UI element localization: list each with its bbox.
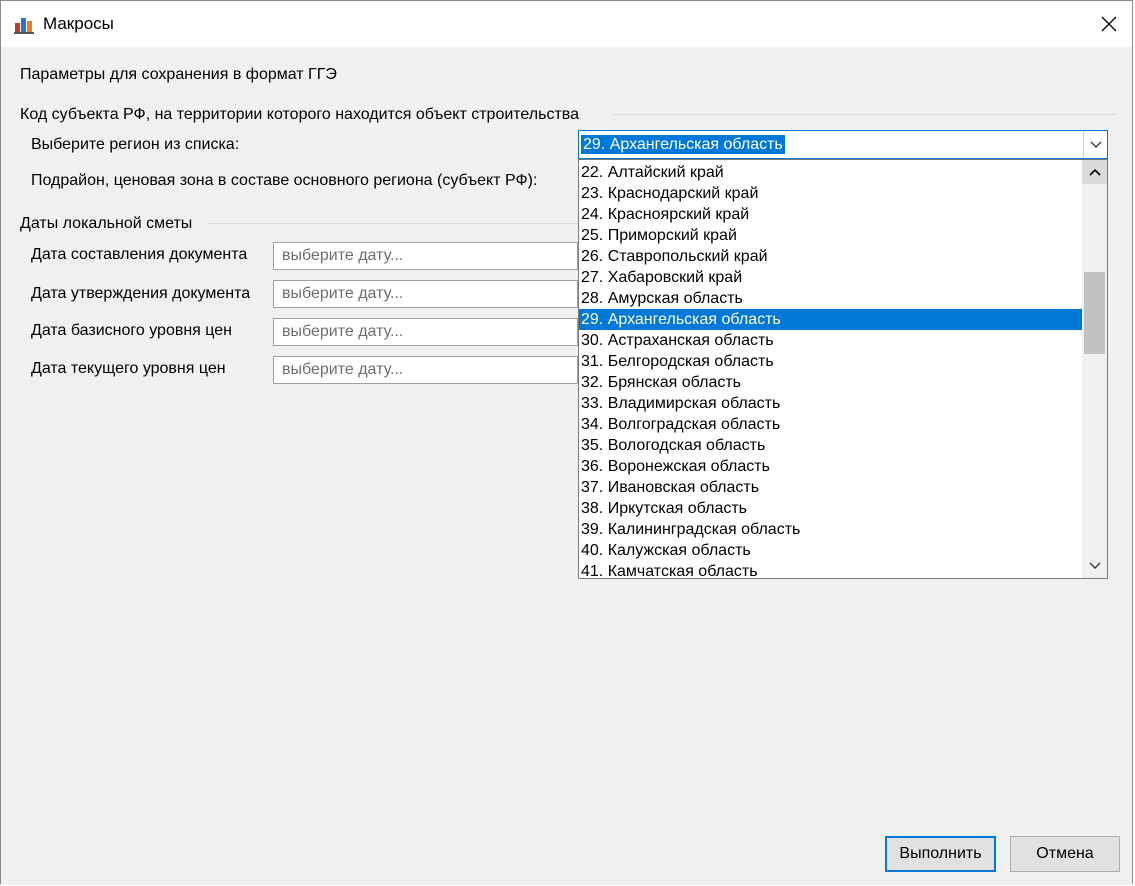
- region-option[interactable]: 33. Владимирская область: [581, 395, 781, 412]
- region-option[interactable]: 32. Брянская область: [581, 374, 742, 391]
- region-option[interactable]: 26. Ставропольский край: [581, 248, 768, 265]
- page-heading: Параметры для сохранения в формат ГГЭ: [20, 66, 337, 83]
- region-option[interactable]: 22. Алтайский край: [581, 164, 724, 181]
- subregion-label: Подрайон, ценовая зона в составе основного региона (субъект РФ):: [31, 172, 538, 189]
- title-bar: [1, 1, 1132, 47]
- date-input-approved[interactable]: выберите дату...: [273, 280, 578, 308]
- region-option[interactable]: 30. Астраханская область: [581, 332, 774, 349]
- dates-group-title: Даты локальной сметы: [20, 215, 193, 232]
- date-input-base-price[interactable]: выберите дату...: [273, 318, 578, 346]
- date-label-approved: Дата утверждения документа: [31, 285, 251, 302]
- date-input-compiled[interactable]: выберите дату...: [273, 242, 578, 270]
- close-button[interactable]: [1086, 1, 1132, 47]
- region-option[interactable]: 39. Калининградская область: [581, 521, 801, 538]
- scroll-down-button[interactable]: [1082, 554, 1107, 578]
- region-option[interactable]: 29. Архангельская область: [579, 309, 1082, 330]
- date-label-base-price: Дата базисного уровня цен: [31, 322, 233, 339]
- date-input-current-price[interactable]: выберите дату...: [273, 356, 578, 384]
- scroll-down-icon: [1089, 562, 1101, 570]
- region-option[interactable]: 35. Вологодская область: [581, 437, 766, 454]
- region-option[interactable]: 37. Ивановская область: [581, 479, 760, 496]
- date-label-current-price: Дата текущего уровня цен: [31, 360, 226, 377]
- region-option[interactable]: 28. Амурская область: [581, 290, 743, 307]
- region-option[interactable]: 36. Воронежская область: [581, 458, 770, 475]
- dialog-content: [1, 47, 1132, 885]
- app-icon: [13, 13, 35, 35]
- chevron-down-icon: [1090, 141, 1102, 149]
- region-option[interactable]: 27. Хабаровский край: [581, 269, 743, 286]
- region-select-dropdown-button[interactable]: [1083, 131, 1107, 158]
- region-option[interactable]: 38. Иркутская область: [581, 500, 748, 517]
- region-options: [579, 162, 1082, 579]
- region-option[interactable]: 24. Красноярский край: [581, 206, 750, 223]
- region-option[interactable]: 23. Краснодарский край: [581, 185, 759, 202]
- date-label-compiled: Дата составления документа: [31, 246, 248, 263]
- region-group-divider: [613, 114, 1116, 115]
- scroll-thumb[interactable]: [1084, 272, 1105, 354]
- region-option[interactable]: 31. Белгородская область: [581, 353, 774, 370]
- run-button[interactable]: Выполнить: [885, 836, 996, 872]
- dropdown-scrollbar[interactable]: [1082, 160, 1107, 578]
- scroll-up-icon: [1089, 168, 1101, 176]
- region-select[interactable]: [578, 130, 1108, 159]
- region-select-value: 29. Архангельская область: [583, 136, 783, 153]
- window-title: Макросы: [43, 14, 114, 33]
- region-option[interactable]: 41. Камчатская область: [581, 563, 758, 579]
- close-icon: [1101, 16, 1117, 32]
- region-dropdown-list[interactable]: [578, 159, 1108, 579]
- region-option[interactable]: 25. Приморский край: [581, 227, 737, 244]
- dates-group-divider: [207, 223, 579, 224]
- scroll-up-button[interactable]: [1082, 160, 1107, 184]
- region-option[interactable]: 40. Калужская область: [581, 542, 751, 559]
- region-option[interactable]: 34. Волгоградская область: [581, 416, 781, 433]
- region-group-title: Код субъекта РФ, на территории которого находится объект строительства: [20, 106, 580, 123]
- region-label: Выберите регион из списка:: [31, 136, 240, 153]
- cancel-button[interactable]: Отмена: [1010, 836, 1120, 872]
